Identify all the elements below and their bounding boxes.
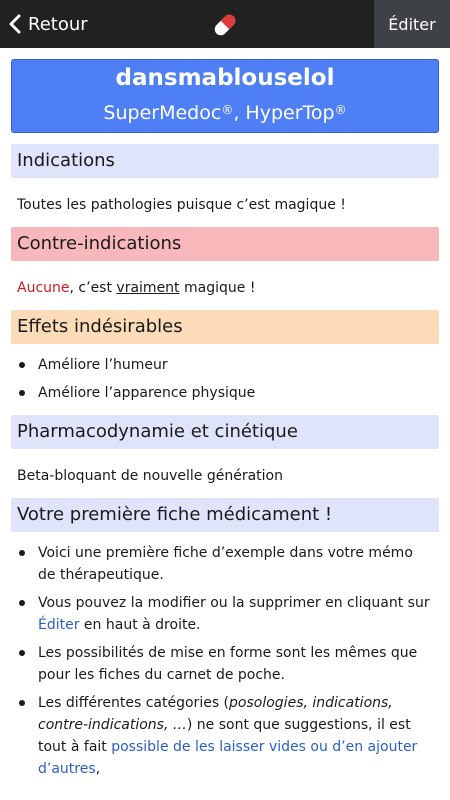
brand-separator: , [233,102,246,124]
chevron-left-icon [8,13,22,35]
categories-link[interactable]: possible de les laisser vides ou d’en ajouter d’autres [38,739,418,777]
pill-icon [210,10,240,40]
text-fragment: Vous pouvez la modifier ou la supprimer en cliquant sur [38,595,430,611]
brand-2: HyperTop [245,102,335,124]
premiere-fiche-list [11,542,439,780]
registered-mark: ® [221,103,234,117]
drug-sheet [0,48,450,780]
contre-indications-text [11,277,439,299]
edit-link[interactable]: Éditer [38,617,80,633]
premiere-fiche-header: Votre première fiche médicament ! [11,498,439,532]
text-fragment: magique ! [179,280,256,296]
brand-1: SuperMedoc [103,102,222,124]
back-button[interactable] [0,0,88,48]
indications-header: Indications [11,144,439,178]
top-bar [0,0,450,48]
effets-list [11,354,439,404]
list-item [17,692,433,780]
underlined-text: vraiment [116,280,180,296]
edit-label: Éditer [388,14,436,34]
text-fragment: ) ne sont que suggestions, il est tout à fait [38,717,411,755]
effets-indesirables-header: Effets indésirables [11,310,439,344]
drug-title-card [11,59,439,133]
indications-text: Toutes les pathologies puisque c’est magique ! [17,197,346,213]
back-label: Retour [28,13,88,35]
text-fragment: en haut à droite. [79,617,201,633]
list-item: Améliore l’humeur [17,354,433,376]
list-item: Améliore l’apparence physique [17,382,433,404]
edit-button[interactable] [374,0,450,48]
pharmacodynamie-header: Pharmacodynamie et cinétique [11,415,439,449]
contre-indications-header: Contre-indications [11,227,439,261]
brand-names [12,100,438,126]
list-item [17,592,433,636]
pharmacodynamie-text: Beta-bloquant de nouvelle génération [17,468,283,484]
text-fragment: , c’est [69,280,117,296]
italic-text: posologies, indications, contre-indications, … [38,695,393,733]
drug-name: dansmablouselol [115,65,335,91]
red-text: Aucune [17,280,70,296]
list-item: Voici une première fiche d’exemple dans votre mémo de thérapeutique. [17,542,433,586]
text-fragment: Les différentes catégories ( [38,695,230,711]
list-item: Les possibilités de mise en forme sont les mêmes que pour les fiches du carnet de poche. [17,642,433,686]
text-fragment: , [95,761,101,777]
registered-mark: ® [334,103,347,117]
